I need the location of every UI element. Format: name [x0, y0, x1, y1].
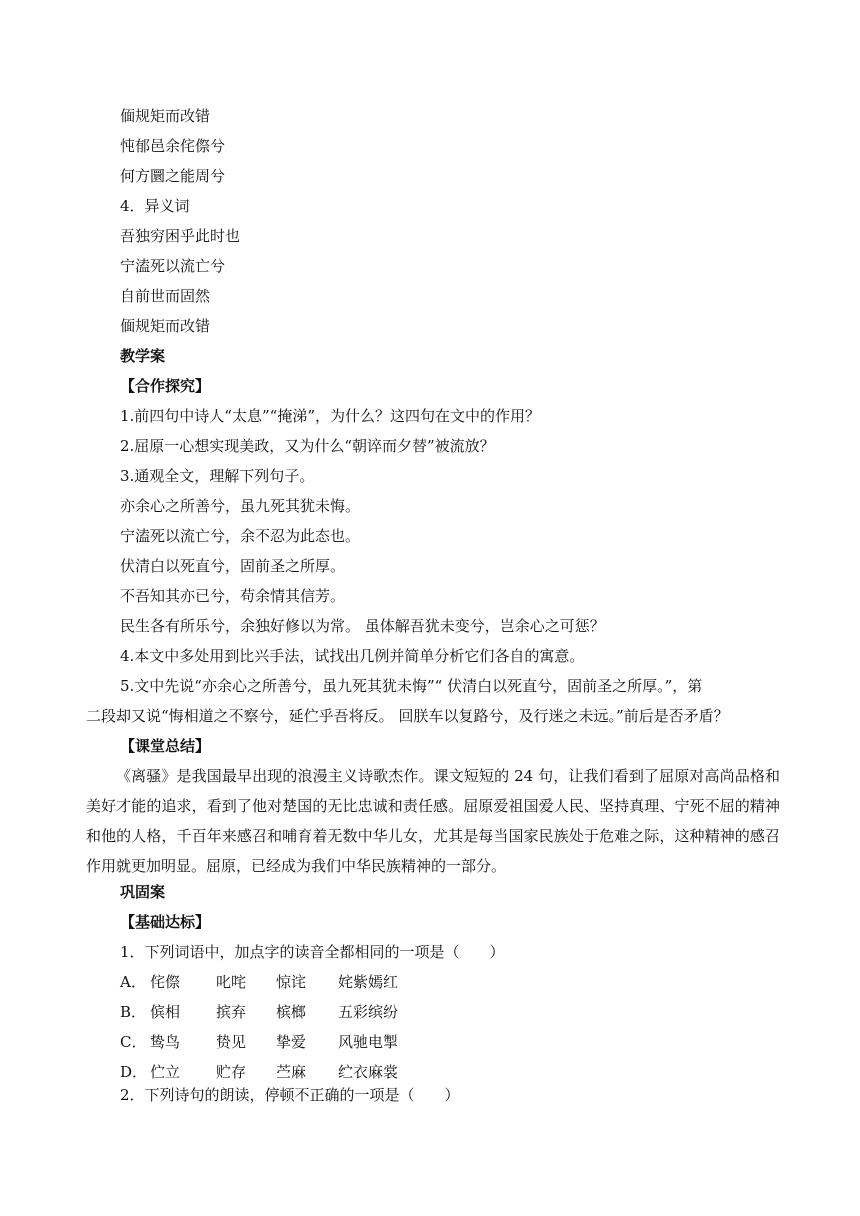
option-word: 伫立 [150, 1063, 181, 1081]
quote-line: 民生各有所乐兮，余独好修以为常。 虽体解吾犹未变兮，岂余心之可惩？ [120, 617, 605, 635]
option-word: 鸷鸟 [150, 1033, 181, 1051]
option-d [120, 1062, 458, 1082]
text-line: 何方圜之能周兮 [120, 167, 226, 185]
option-b [120, 1002, 458, 1022]
question-item-5-line1: 5.文中先说“亦余心之所善兮，虽九死其犹未悔”“ 伏清白以死直兮，固前圣之所厚。”，第 [120, 677, 703, 695]
text-line: 宁溘死以流亡兮 [120, 257, 226, 275]
quote-line: 不吾知其亦已兮，苟余情其信芳。 [120, 587, 346, 605]
option-word: 五彩缤纷 [338, 1003, 399, 1021]
option-letter: D． [120, 1063, 148, 1081]
question-item: 4.本文中多处用到比兴手法，试找出几例并简单分析它们各自的寓意。 [120, 647, 585, 665]
question-item-5-line2: 二段却又说“悔相道之不察兮，延伫乎吾将反。 回朕车以复路兮，及行迷之未远。”前后是否矛盾？ [86, 707, 729, 725]
question-item: 1.前四句中诗人“太息”“掩涕”，为什么？这四句在文中的作用？ [120, 407, 540, 425]
exercise-1-stem: 1．下列词语中，加点字的读音全都相同的一项是（ ） [120, 943, 505, 961]
question-item: 2.屈原一心想实现美政，又为什么“朝谇而夕替”被流放？ [120, 437, 495, 455]
text-line: 偭规矩而改错 [120, 107, 211, 125]
option-word: 姹紫嫣红 [338, 973, 399, 991]
section-heading-gonggu: 巩固案 [120, 883, 166, 901]
quote-line: 伏清白以死直兮，固前圣之所厚。 [120, 557, 346, 575]
quote-line: 宁溘死以流亡兮，余不忍为此态也。 [120, 527, 361, 545]
option-word: 叱咤 [216, 973, 247, 991]
option-word: 傧相 [150, 1003, 181, 1021]
option-word: 苎麻 [276, 1063, 307, 1081]
option-letter: C． [120, 1033, 147, 1051]
option-letter: B． [120, 1003, 147, 1021]
option-word: 挚爱 [276, 1033, 307, 1051]
option-word: 纻衣麻裳 [338, 1063, 399, 1081]
text-line: 吾独穷困乎此时也 [120, 227, 241, 245]
summary-paragraph: 《离骚》是我国最早出现的浪漫主义诗歌杰作。课文短短的 24 句，让我们看到了屈原对高尚品格和美好才能的追求，看到了他对楚国的无比忠诚和责任感。屈原爱祖国爱人民、坚持真理、宁死不屈的精神和他的人格，千百年来感召和哺育着无数中华儿女，尤其是每当国家民族处于危难之际，这种精神的感召作用就更加明显。屈原，已经成为我们中华民族精神的一部分。 [86, 767, 780, 875]
option-word: 贮存 [216, 1063, 247, 1081]
option-word: 侘傺 [150, 973, 181, 991]
option-word: 贽见 [216, 1033, 247, 1051]
section-heading-hezuo: 【合作探究】 [120, 377, 211, 395]
text-line: 4．异义词 [120, 197, 190, 215]
exercise-2-stem: 2．下列诗句的朗读，停顿不正确的一项是（ ） [120, 1086, 460, 1104]
option-word: 槟榔 [276, 1003, 307, 1021]
section-heading-ketang: 【课堂总结】 [120, 737, 211, 755]
option-word: 摈弃 [216, 1003, 247, 1021]
option-word: 风驰电掣 [338, 1033, 399, 1051]
option-c [120, 1032, 458, 1052]
option-word: 惊诧 [276, 973, 307, 991]
option-letter: A． [120, 973, 146, 991]
text-line: 偭规矩而改错 [120, 317, 211, 335]
quote-line: 亦余心之所善兮，虽九死其犹未悔。 [120, 497, 361, 515]
question-item: 3.通观全文，理解下列句子。 [120, 467, 315, 485]
option-a [120, 972, 458, 992]
section-heading-jiaoxuean: 教学案 [120, 347, 166, 365]
text-line: 自前世而固然 [120, 287, 211, 305]
section-heading-jichu: 【基础达标】 [120, 913, 211, 931]
text-line: 忳郁邑余侘傺兮 [120, 137, 226, 155]
